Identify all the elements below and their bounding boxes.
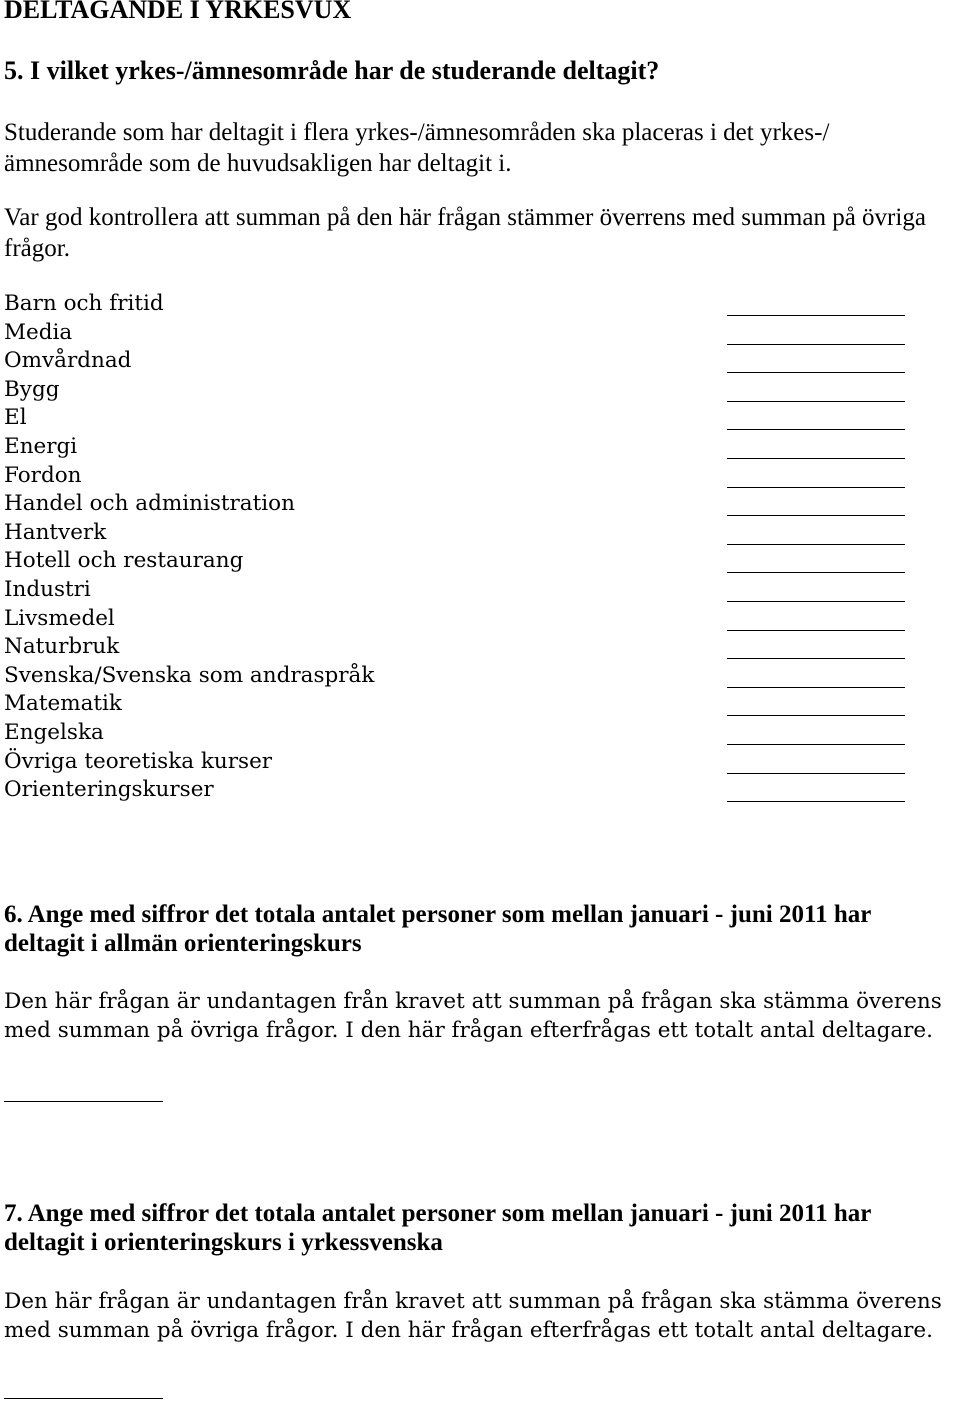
question-6-answer-blank[interactable] (4, 1101, 163, 1102)
question-7-answer-blank[interactable] (4, 1398, 163, 1399)
subject-area-label: Omvårdnad (4, 348, 132, 374)
subject-area-label: Naturbruk (4, 634, 120, 660)
question-5-check-note: Var god kontrollera att summan på den här frågan stämmer överrens med summan på övriga frågor. (4, 204, 926, 262)
subject-area-row (4, 719, 960, 748)
subject-area-row (4, 490, 960, 519)
question-5-heading: 5. I vilket yrkes-/ämnesområde har de studerande deltagit? (4, 56, 660, 85)
answer-blank[interactable] (727, 315, 905, 316)
subject-area-row (4, 748, 960, 777)
answer-blank[interactable] (727, 544, 905, 545)
subject-area-row (4, 290, 960, 319)
answer-blank[interactable] (727, 401, 905, 402)
answer-blank[interactable] (727, 429, 905, 430)
question-6-heading: 6. Ange med siffror det totala antalet personer som mellan januari - juni 2011 har deltagit i allmän orienteringskurs (4, 901, 871, 957)
subject-area-label: Fordon (4, 462, 82, 488)
subject-area-row (4, 319, 960, 348)
answer-blank[interactable] (727, 658, 905, 659)
subject-area-list (4, 290, 960, 805)
answer-blank[interactable] (727, 773, 905, 774)
subject-area-label: Matematik (4, 691, 122, 717)
subject-area-row (4, 576, 960, 605)
answer-blank[interactable] (727, 601, 905, 602)
answer-blank[interactable] (727, 630, 905, 631)
subject-area-row (4, 404, 960, 433)
section-title: DELTAGANDE I YRKESVUX (4, 0, 352, 24)
subject-area-row (4, 776, 960, 805)
question-7-heading: 7. Ange med siffror det totala antalet personer som mellan januari - juni 2011 har deltagit i orienteringskurs i yrkessvenska (4, 1200, 871, 1256)
subject-area-row (4, 547, 960, 576)
question-6-note: Den här frågan är undantagen från kravet att summan på frågan ska stämma överens med summan på övriga frågor. I den här frågan efterfrågas ett totalt antal deltagare. (4, 989, 942, 1043)
answer-blank[interactable] (727, 372, 905, 373)
subject-area-row (4, 347, 960, 376)
subject-area-row (4, 462, 960, 491)
subject-area-label: Bygg (4, 376, 60, 402)
subject-area-label: Hantverk (4, 519, 107, 545)
answer-blank[interactable] (727, 801, 905, 802)
answer-blank[interactable] (727, 458, 905, 459)
subject-area-label: Livsmedel (4, 605, 115, 631)
answer-blank[interactable] (727, 487, 905, 488)
subject-area-row (4, 376, 960, 405)
subject-area-row (4, 633, 960, 662)
subject-area-row (4, 605, 960, 634)
subject-area-label: Svenska/Svenska som andraspråk (4, 662, 375, 688)
subject-area-row (4, 433, 960, 462)
subject-area-label: Orienteringskurser (4, 777, 214, 803)
question-7-note: Den här frågan är undantagen från kravet att summan på frågan ska stämma överens med summan på övriga frågor. I den här frågan efterfrågas ett totalt antal deltagare. (4, 1289, 942, 1343)
question-5-instruction: Studerande som har deltagit i flera yrkes-/ämnesområden ska placeras i det yrkes-/ämnesområde som de huvudsakligen har deltagit i. (4, 119, 830, 177)
subject-area-label: Handel och administration (4, 491, 295, 517)
answer-blank[interactable] (727, 715, 905, 716)
answer-blank[interactable] (727, 344, 905, 345)
answer-blank[interactable] (727, 744, 905, 745)
answer-blank[interactable] (727, 687, 905, 688)
answer-blank[interactable] (727, 572, 905, 573)
answer-blank[interactable] (727, 515, 905, 516)
subject-area-label: Hotell och restaurang (4, 548, 244, 574)
subject-area-label: Engelska (4, 719, 104, 745)
subject-area-label: Övriga teoretiska kurser (4, 748, 273, 774)
subject-area-row (4, 662, 960, 691)
subject-area-label: Barn och fritid (4, 291, 164, 316)
subject-area-label: Energi (4, 433, 78, 459)
subject-area-row (4, 519, 960, 548)
subject-area-label: Media (4, 319, 73, 345)
subject-area-label: El (4, 405, 27, 431)
subject-area-label: Industri (4, 576, 91, 602)
subject-area-row (4, 690, 960, 719)
